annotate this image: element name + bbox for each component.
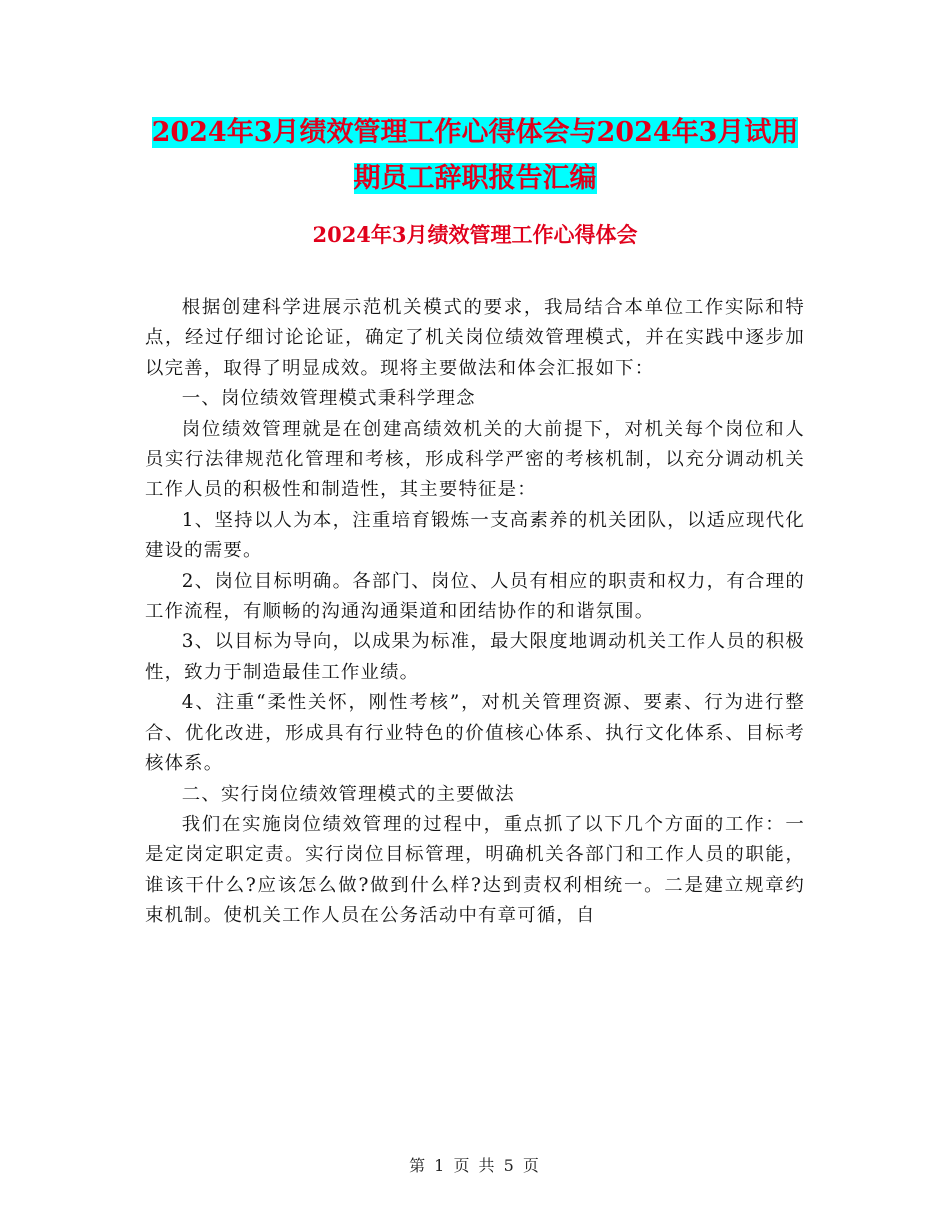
page-footer: 第 1 页 共 5 页 xyxy=(409,1156,541,1175)
paragraph: 根据创建科学进展示范机关模式的要求，我局结合本单位工作实际和特点，经过仔细讨论论证，确定了机关岗位绩效管理模式，并在实践中逐步加以完善，取得了明显成效。现将主要做法和体会汇报如下： xyxy=(145,297,805,379)
paragraph: 4、注重“柔性关怀，刚性考核”，对机关管理资源、要素、行为进行整合、优化改进，形成具有行业特色的价值核心体系、执行文化体系、目标考核体系。 xyxy=(145,692,805,775)
paragraph: 2、岗位目标明确。各部门、岗位、人员有相应的职责和权力，有合理的工作流程，有顺畅的沟通沟通渠道和团结协作的和谐氛围。 xyxy=(145,570,805,623)
document-body xyxy=(145,293,805,932)
title-line-2: 期员工辞职报告汇编 xyxy=(353,163,597,194)
paragraph: 1、坚持以人为本，注重培育锻炼一支高素养的机关团队，以适应现代化建设的需要。 xyxy=(145,509,805,562)
paragraph: 我们在实施岗位绩效管理的过程中，重点抓了以下几个方面的工作：一是定岗定职定责。实行岗位目标管理，明确机关各部门和工作人员的职能，谁该干什么?应该怎么做?做到什么样?达到责权利相统一。二是建立规章约束机制。使机关工作人员在公务活动中有章可循，自 xyxy=(145,813,805,927)
document-title xyxy=(150,110,800,202)
section-title: 2024年3月绩效管理工作心得体会 xyxy=(312,222,638,247)
paragraph: 一、岗位绩效管理模式秉科学理念 xyxy=(181,388,476,410)
paragraph: 3、以目标为导向，以成果为标准，最大限度地调动机关工作人员的积极性，致力于制造最佳工作业绩。 xyxy=(145,631,805,683)
paragraph: 岗位绩效管理就是在创建高绩效机关的大前提下，对机关每个岗位和人员实行法律规范化管理和考核，形成科学严密的考核机制，以充分调动机关工作人员的积极性和制造性，其主要特征是： xyxy=(145,418,805,501)
paragraph: 二、实行岗位绩效管理模式的主要做法 xyxy=(181,783,515,805)
title-line-1: 2024年3月绩效管理工作心得体会与2024年3月试用 xyxy=(151,117,799,148)
